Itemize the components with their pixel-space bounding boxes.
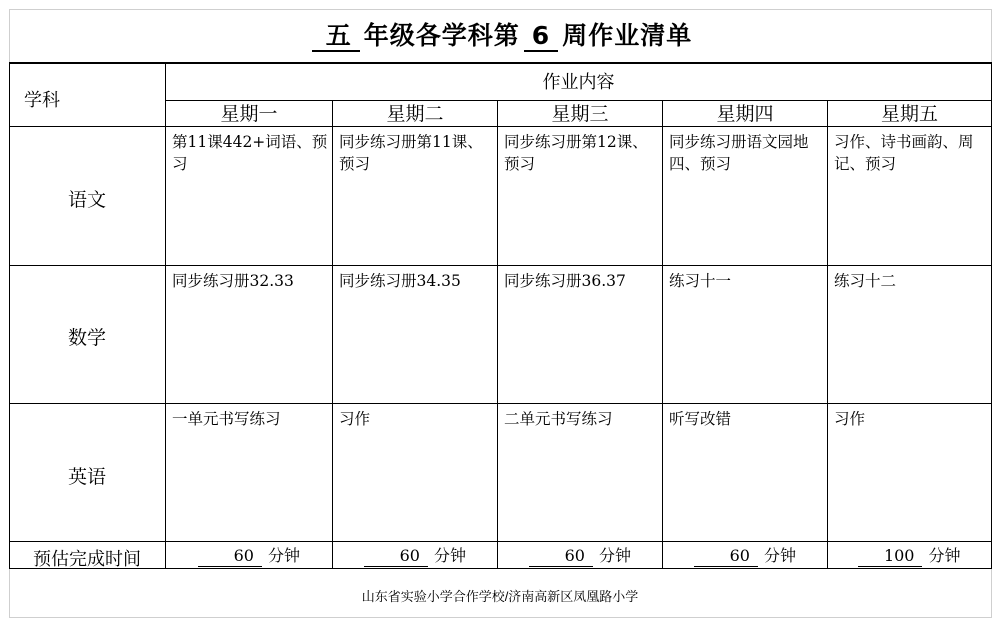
time-thu (663, 544, 827, 568)
time-unit: 分钟 (433, 546, 466, 565)
day-header-fri: 星期五 (880, 103, 938, 125)
time-label: 预估完成时间 (33, 549, 141, 570)
hw-english-wed: 二单元书写练习 (504, 410, 613, 428)
hw-math-wed: 同步练习册36.37 (504, 272, 626, 290)
time-unit: 分钟 (928, 546, 961, 565)
time-tue-value: 60 (364, 546, 428, 567)
time-unit: 分钟 (267, 546, 300, 565)
time-thu-value: 60 (694, 546, 758, 567)
hw-chinese-thu: 同步练习册语文园地四、预习 (669, 133, 809, 173)
time-mon-value: 60 (198, 546, 262, 567)
hw-chinese-wed: 同步练习册第12课、预习 (504, 133, 648, 173)
time-tue (333, 544, 497, 568)
hw-math-fri: 练习十二 (834, 272, 897, 290)
grade-value: 五 (312, 22, 360, 52)
time-wed (498, 544, 662, 568)
time-unit: 分钟 (598, 546, 631, 565)
day-header-tue: 星期二 (386, 103, 444, 125)
content-header: 作业内容 (542, 72, 615, 93)
hw-english-tue: 习作 (339, 410, 371, 428)
subject-math: 数学 (67, 327, 106, 349)
hw-chinese-fri: 习作、诗书画韵、周记、预习 (834, 133, 974, 173)
day-header-thu: 星期四 (716, 103, 774, 125)
time-unit: 分钟 (763, 546, 796, 565)
hw-chinese-mon: 第11课442+词语、预习 (172, 133, 328, 173)
subject-english: 英语 (67, 466, 106, 488)
time-fri (828, 544, 991, 568)
time-fri-value: 100 (858, 546, 922, 567)
hw-chinese-tue: 同步练习册第11课、预习 (339, 133, 483, 173)
school-footer: 山东省实验小学合作学校/济南高新区凤凰路小学 (361, 589, 639, 604)
page-title (0, 16, 1000, 52)
day-header-wed: 星期三 (551, 103, 609, 125)
week-value: 6 (524, 22, 558, 52)
time-mon (166, 544, 332, 568)
title-middle: 年级各学科第 (363, 21, 520, 50)
title-end: 周作业清单 (562, 21, 693, 50)
hw-math-mon: 同步练习册32.33 (172, 272, 294, 290)
hw-math-tue: 同步练习册34.35 (339, 272, 461, 290)
subject-header: 学科 (24, 90, 60, 111)
hw-english-fri: 习作 (834, 410, 866, 428)
hw-english-mon: 一单元书写练习 (172, 410, 281, 428)
day-header-mon: 星期一 (220, 103, 278, 125)
hw-math-thu: 练习十一 (669, 272, 732, 290)
hw-english-thu: 听写改错 (669, 410, 732, 428)
time-wed-value: 60 (529, 546, 593, 567)
subject-chinese: 语文 (67, 189, 106, 211)
